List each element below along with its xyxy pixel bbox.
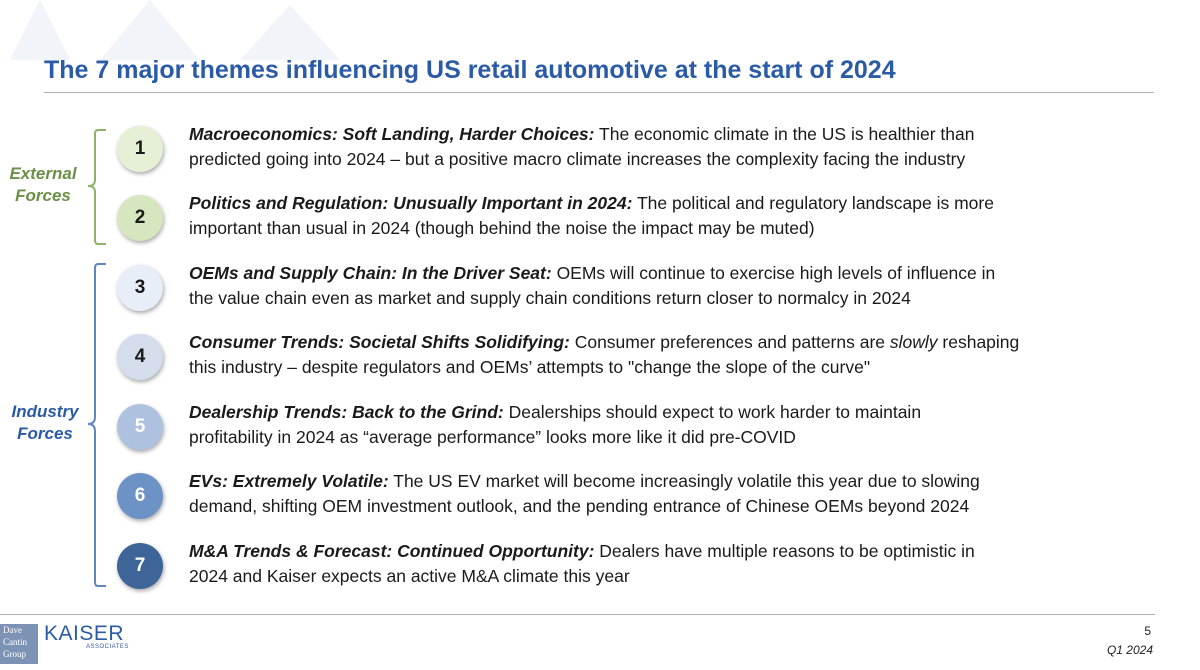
- theme-description: Dealership Trends: Back to the Grind: Dealerships should expect to work harder to maintain profitability in 2024 as “average performance” looks more like it did pre-COVID: [189, 402, 922, 447]
- footer-divider: [0, 614, 1155, 615]
- dave-cantin-group-logo: Dave Cantin Group: [0, 624, 38, 664]
- theme-number-badge: 6: [117, 473, 163, 519]
- theme-description: Macroeconomics: Soft Landing, Harder Choices: The economic climate in the US is healthier than predicted going into 2024 – but a positive macro climate increases the complexity facing the industry: [189, 124, 975, 169]
- theme-description: M&A Trends & Forecast: Continued Opportunity: Dealers have multiple reasons to be optimistic in 2024 and Kaiser expects an active M&A climate this year: [189, 541, 975, 586]
- theme-number-badge: 4: [117, 334, 163, 380]
- background-logo-watermark: [10, 0, 370, 60]
- theme-number-badge: 5: [117, 404, 163, 450]
- theme-2: [117, 191, 1117, 251]
- kaiser-logo-subtitle: ASSOCIATES: [86, 644, 129, 650]
- theme-number-badge: 7: [117, 543, 163, 589]
- theme-description: EVs: Extremely Volatile: The US EV market will become increasingly volatile this year due to slowing demand, shifting OEM investment outlook, and the pending entrance of Chinese OEMs beyond 2024: [189, 471, 980, 516]
- theme-4: [117, 330, 1117, 390]
- external-forces-bracket: [84, 128, 114, 248]
- page-number: 5: [1144, 624, 1151, 638]
- kaiser-logo-name: KAISER: [44, 622, 125, 645]
- page-title: The 7 major themes influencing US retail automotive at the start of 2024: [44, 56, 896, 84]
- theme-5: [117, 400, 1117, 460]
- theme-description: Consumer Trends: Societal Shifts Solidifying: Consumer preferences and patterns are slowly reshaping this industry – despite regulators and OEMs’ attempts to "change the slope of the curve": [189, 332, 1020, 377]
- theme-number-badge: 1: [117, 126, 163, 172]
- theme-description: OEMs and Supply Chain: In the Driver Seat: OEMs will continue to exercise high levels of influence in the value chain even as market and supply chain conditions return closer to normalcy in 2024: [189, 263, 996, 308]
- theme-7: [117, 539, 1117, 599]
- theme-1: [117, 122, 1117, 182]
- report-quarter: Q1 2024: [1106, 643, 1153, 657]
- theme-6: [117, 469, 1117, 529]
- external-forces-label: External Forces: [9, 164, 77, 205]
- industry-forces-label: Industry Forces: [11, 402, 79, 443]
- industry-forces-bracket: [84, 262, 114, 592]
- title-divider: [44, 92, 1154, 93]
- theme-number-badge: 2: [117, 195, 163, 241]
- theme-description: Politics and Regulation: Unusually Important in 2024: The political and regulatory landscape is more important than usual in 2024 (though behind the noise the impact may be muted): [189, 193, 994, 238]
- theme-3: [117, 261, 1117, 321]
- theme-number-badge: 3: [117, 265, 163, 311]
